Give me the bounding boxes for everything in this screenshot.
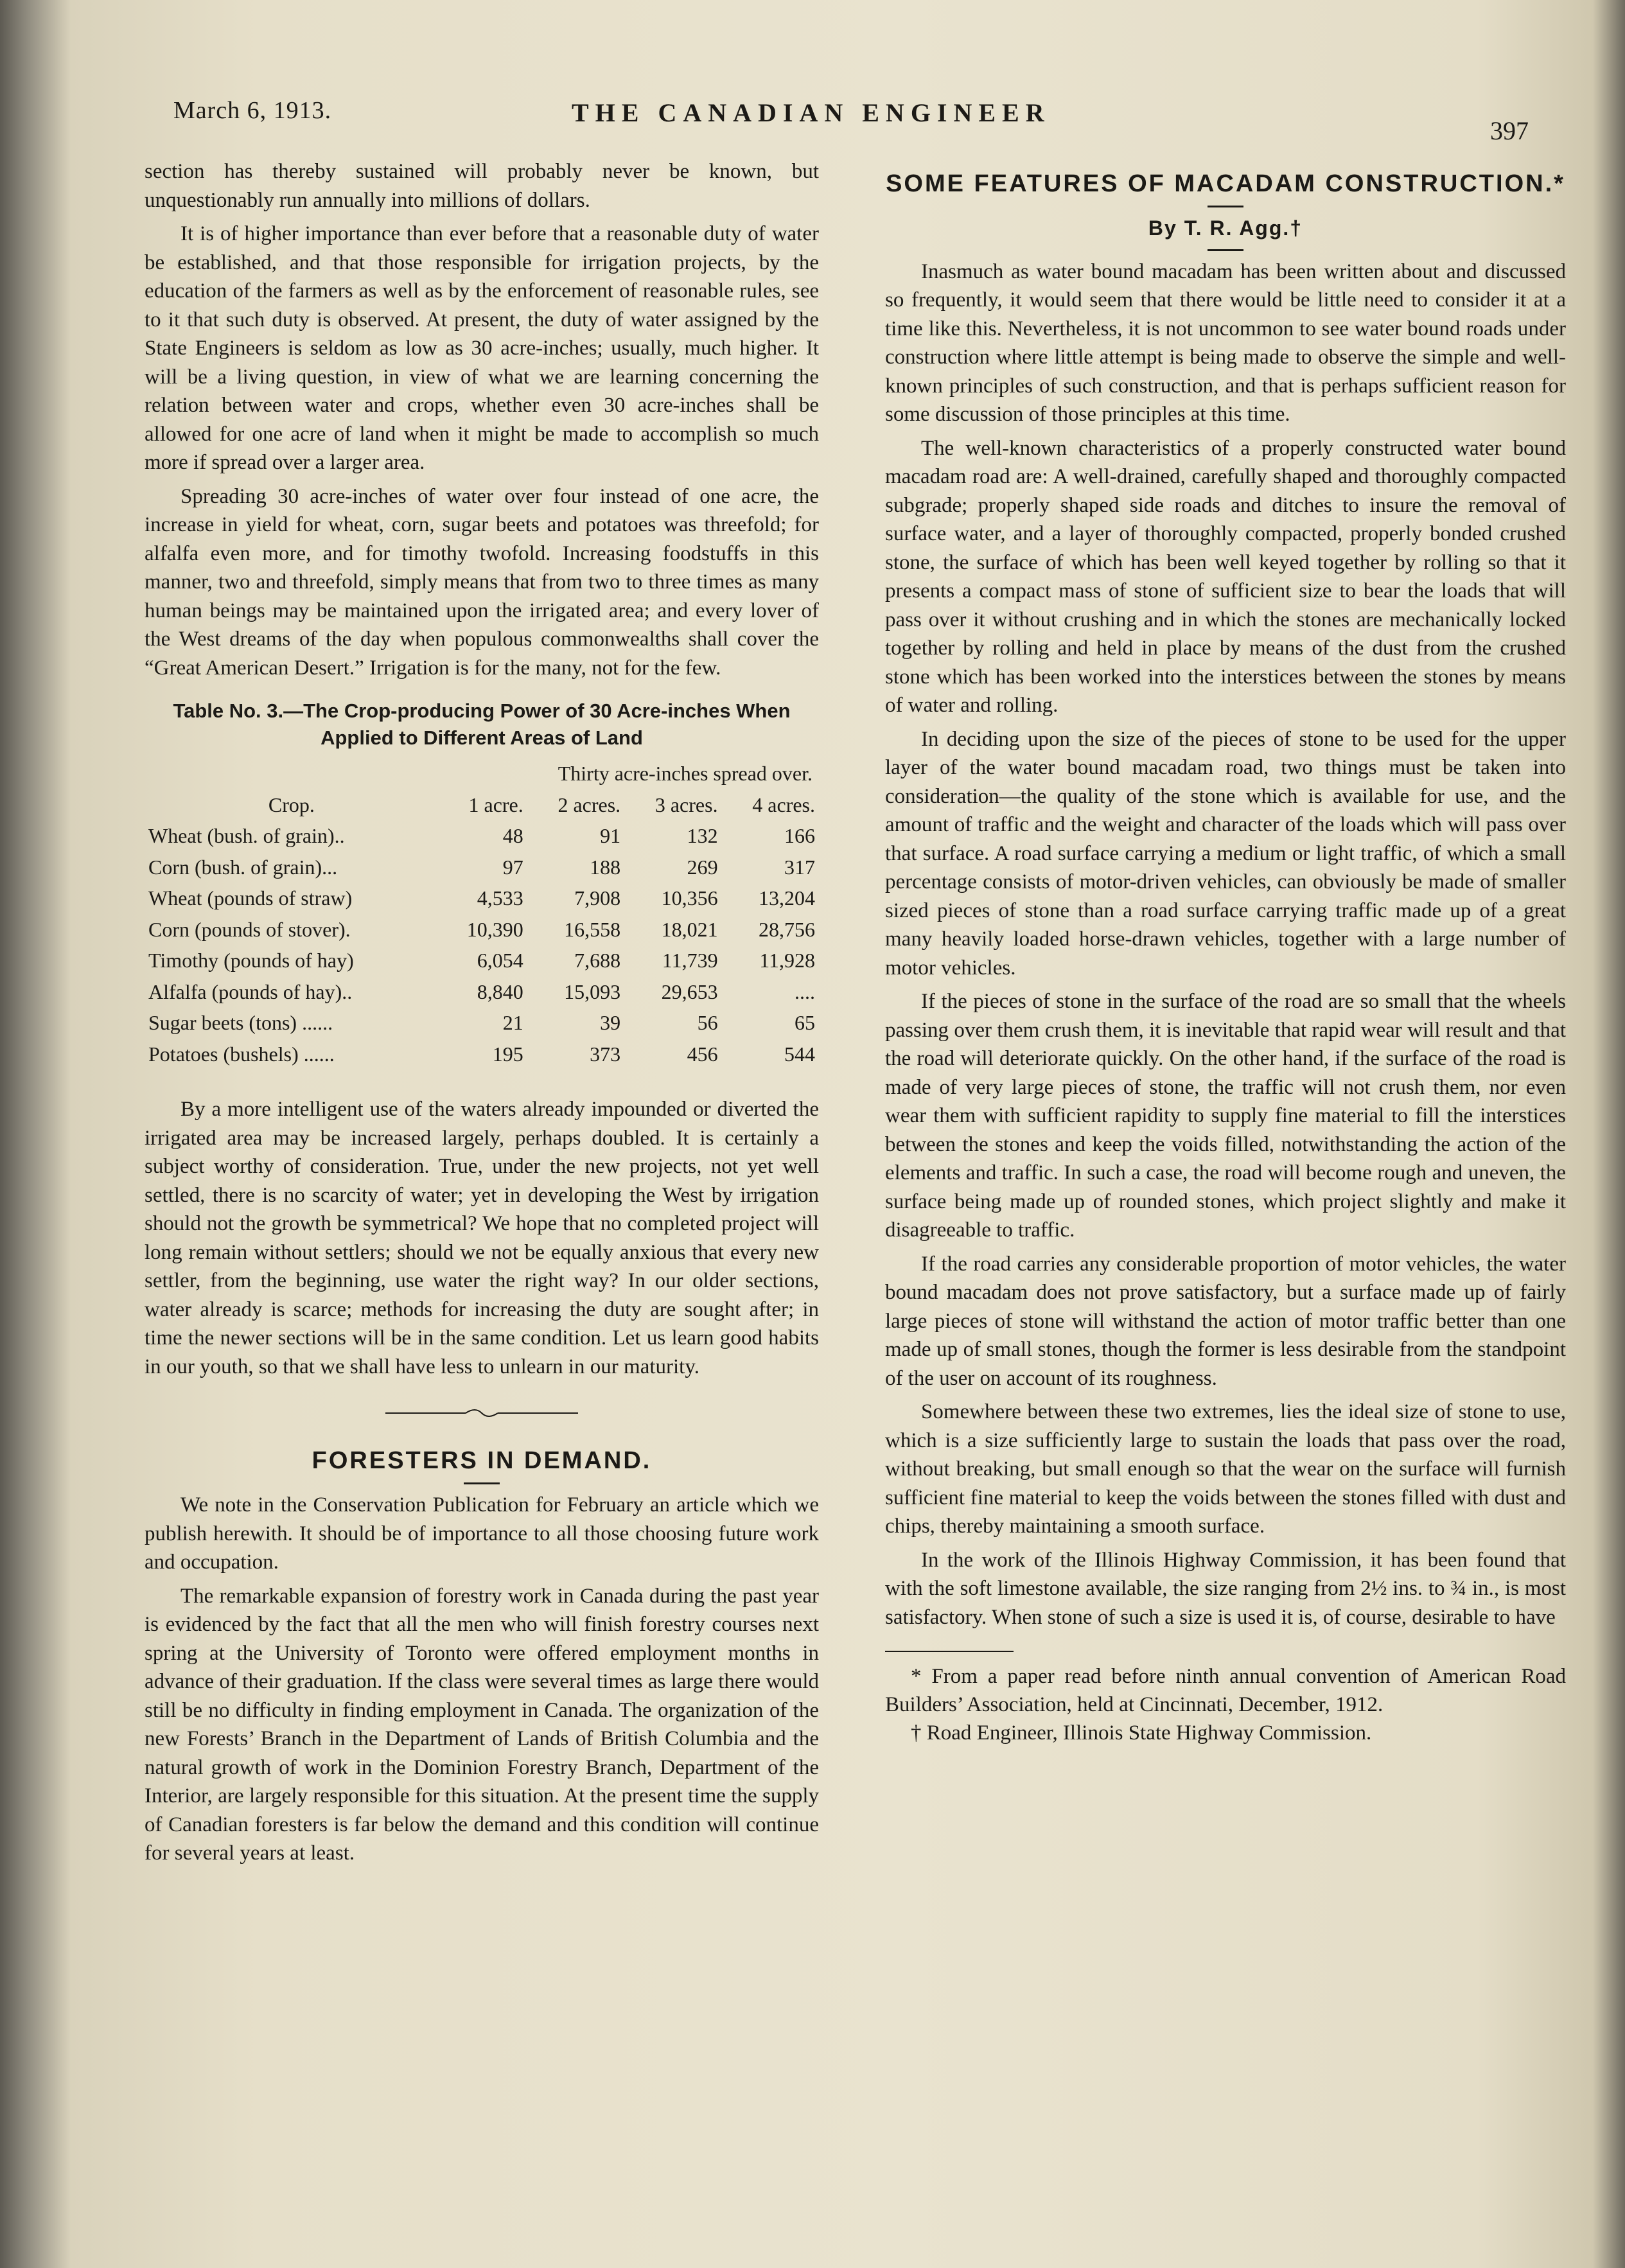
table-row [145, 1039, 819, 1070]
section-divider-ornament [385, 1407, 578, 1420]
issue-date: March 6, 1913. [173, 97, 332, 124]
footnote: * From a paper read before ninth annual convention of American Road Builders’ Association, held at Cincinnati, December, 1912. [885, 1665, 1566, 1716]
table-cell: 132 [687, 824, 718, 847]
table-cell: 91 [600, 824, 621, 847]
table-cell: 15,093 [564, 980, 621, 1003]
table-cell: 18,021 [661, 917, 718, 941]
article-title: SOME FEATURES OF MACADAM CONSTRUCTION.* [886, 170, 1565, 197]
paragraph: If the pieces of stone in the surface of the road are so small that the wheels passing over them crush them, it is inevitable that rapid wear will result and that the road will deteriorate quickly. On the other hand, if the surface of the road is made of very large pieces of stone, the traffic will not crush them, nor even wear them with sufficient rapidity to supply fine material to fill the interstices between the stones and keep the voids filled, notwithstanding the action of the elements and traffic. In such a case, the road will become rough and uneven, the surface being made up of rounded stones, which project slightly and make it disagreeable to traffic. [885, 990, 1566, 1242]
table-cell: 195 [492, 1042, 523, 1066]
paragraph: In deciding upon the size of the pieces of stone to be used for the upper layer of the water bound macadam road, two things must be taken into consideration—the quality of the stone which is available for use, and the amount of traffic and the weight and character of the loads which will pass over that surface. A road surface carrying a medium or light traffic, of which a small percentage consists of motor-driven vehicles, can obviously be made of smaller sized pieces of stone than a road surface carrying traffic made up of a great many heavily loaded horse-drawn vehicles, together with a large number of motor vehicles. [885, 727, 1566, 980]
table-cell: 6,054 [477, 949, 523, 972]
paragraph: section has thereby sustained will probably never be known, but unquestionably run annually into millions of dollars. [145, 160, 819, 212]
table-cell: 11,739 [662, 949, 718, 972]
table-cell: 269 [687, 855, 718, 879]
table-cell: 373 [590, 1042, 621, 1066]
column-header: 3 acres. [654, 793, 718, 816]
table-cell: 28,756 [759, 917, 815, 941]
table-cell: 16,558 [564, 917, 621, 941]
table-cell: Timothy (pounds of hay) [148, 949, 354, 972]
table-row [145, 945, 819, 976]
foresters-heading: FORESTERS IN DEMAND. [312, 1447, 652, 1474]
table-header-row [145, 789, 819, 821]
table-row [145, 883, 819, 914]
crop-table [145, 758, 819, 1069]
table-cell: 11,928 [759, 949, 815, 972]
column-header: 1 acre. [468, 793, 523, 816]
table-cell: 7,688 [574, 949, 621, 972]
table-cell: Wheat (pounds of straw) [148, 886, 353, 910]
paragraph: The remarkable expansion of forestry work in Canada during the past year is evidenced by the fact that all the men who will finish forestry courses next spring at the University of Toronto were offered employment months in advance of their graduation. If the class were several times as large there would still be no difficulty in finding employment in Canada. The organization of the new Forests’ Branch in the Department of Lands of British Columbia and the natural growth of work in the Dominion Forestry Branch, Department of the Interior, are largely responsible for this situation. At the present time the supply of Canadian foresters is far below the demand and this condition will continue for several years at least. [145, 1584, 819, 1865]
table-cell: Potatoes (bushels) ...... [148, 1042, 335, 1066]
table-cell: 317 [784, 855, 815, 879]
running-header [0, 96, 1625, 148]
footnote-rule [885, 1651, 1014, 1652]
table-cell: 7,908 [574, 886, 621, 910]
table-cell: 4,533 [477, 886, 523, 910]
paragraph: The well-known characteristics of a properly constructed water bound macadam road are: A well-drained, carefully shaped and thoroughly compacted subgrade; properly shaped side roads and ditches to insure the removal of surface water, and a layer of thoroughly compacted, properly bonded crushed stone, the surface of which has been well keyed together by rolling so that it presents a compact mass of stone of sufficient size to bear the loads that will pass over it without crushing and in which the stones are mechanically locked together by rolling and held in place by means of the dust from the crushed stone which has been worked into the interstices between the stones by means of water and rolling. [885, 436, 1566, 717]
paragraph: In the work of the Illinois Highway Commission, it has been found that with the soft limestone available, the size ranging from 2½ ins. to ¾ in., is most satisfactory. When stone of such a size is used it is, of course, desirable to have [885, 1548, 1566, 1629]
table-cell: Sugar beets (tons) ...... [148, 1011, 333, 1034]
table-cell: 29,653 [661, 980, 718, 1003]
table-cell: 456 [687, 1042, 718, 1066]
column-header: 4 acres. [752, 793, 815, 816]
table-cell: 97 [502, 855, 523, 879]
table-span-header: Thirty acre-inches spread over. [558, 762, 812, 785]
paragraph: We note in the Conservation Publication for February an article which we publish herewith. It should be of importance to all those choosing future work and occupation. [145, 1493, 819, 1574]
column-header: 2 acres. [558, 793, 621, 816]
right-column [885, 168, 1566, 1747]
byline: By T. R. Agg.† [1148, 216, 1303, 240]
table-cell: 188 [590, 855, 621, 879]
table-title: Table No. 3.—The Crop-producing Power of 30 Acre-inches When Applied to Different Areas of Land [173, 699, 791, 749]
table-row [145, 1007, 819, 1039]
title-rule [1208, 249, 1243, 251]
paragraph: Inasmuch as water bound macadam has been written about and discussed so frequently, it would seem that there would be little need to consider it at a time like this. Nevertheless, it is not uncommon to see water bound roads under construction where little attempt is being made to observe the simple and well-known principles of such construction, and that is perhaps sufficient reason for some discussion of those principles at this time. [885, 259, 1566, 426]
footnotes [885, 1662, 1566, 1747]
table-row [145, 976, 819, 1008]
table-cell: 39 [600, 1011, 621, 1034]
paragraph: Somewhere between these two extremes, lies the ideal size of stone to use, which is a size sufficiently large to sustain the loads that pass over the road, without breaking, but small enough so that the wear on the surface will furnish sufficient fine material to keep the voids between the stones filled with dust and chips, thereby maintaining a smooth surface. [885, 1400, 1566, 1538]
table-row [145, 820, 819, 852]
column-header: Crop. [268, 793, 315, 816]
table-cell: Corn (pounds of stover). [148, 917, 351, 941]
paragraph: By a more intelligent use of the waters already impounded or diverted the irrigated area may be increased largely, perhaps doubled. It is certainly a subject worthy of consideration. True, under the new projects, not yet well settled, there is no scarcity of water; yet in developing the West by irrigation should not the growth be symmetrical? We hope that no completed project will long remain without settlers; should we not be equally anxious that every new settler, from the beginning, use water the right way? In our older sections, water already is scarce; methods for increasing the duty are sought after; in time the newer sections will be in the same condition. Let us learn good habits in our youth, so that we shall have less to unlearn in our maturity. [145, 1098, 819, 1378]
table-cell: 10,390 [466, 917, 523, 941]
table-row [145, 914, 819, 945]
table-row [145, 852, 819, 883]
table-cell: 8,840 [477, 980, 523, 1003]
table-cell: Alfalfa (pounds of hay).. [148, 980, 353, 1003]
title-rule [1208, 206, 1243, 207]
table-cell: 10,356 [661, 886, 718, 910]
table-cell: 544 [784, 1042, 815, 1066]
title-rule [464, 1482, 500, 1484]
page-number: 397 [1490, 116, 1529, 145]
table-cell: Wheat (bush. of grain).. [148, 824, 345, 847]
table-cell: .... [795, 980, 815, 1003]
paragraph: Spreading 30 acre-inches of water over four instead of one acre, the increase in yield for wheat, corn, sugar beets and potatoes was threefold; for alfalfa even more, and for timothy twofold. Increasing foodstuffs in this manner, two and threefold, simply means that from two to three times as many human beings may be maintained upon the irrigated area; and every lover of the West dreams of the day when populous commonwealths shall cover the “Great American Desert.” Irrigation is for the many, not for the few. [145, 484, 819, 680]
journal-title: THE CANADIAN ENGINEER [572, 98, 1051, 127]
table-cell: 56 [697, 1011, 718, 1034]
table-cell: 48 [502, 824, 523, 847]
table-cell: 21 [502, 1011, 523, 1034]
left-column [145, 157, 819, 1873]
paragraph: It is of higher importance than ever before that a reasonable duty of water be established, and that those responsible for irrigation projects, by the education of the farmers as well as by the enforcement of reasonable rules, see to it that such duty is observed. At present, the duty of water assigned by the State Engineers is seldom as low as 30 acre-inches; usually, much higher. It will be a living question, in view of what we are learning concerning the relation between water and crops, whether even 30 acre-inches shall be allowed for one acre of land when it might be made to accomplish so much more if spread over a larger area. [145, 222, 819, 474]
table-cell: 65 [795, 1011, 815, 1034]
paragraph: If the road carries any considerable proportion of motor vehicles, the water bound macadam does not prove satisfactory, but a surface made up of fairly large pieces of stone will withstand the action of motor traffic better than one made up of small stones, though the former is less desirable from the standpoint of the user on account of its roughness. [885, 1252, 1566, 1390]
table-cell: Corn (bush. of grain)... [148, 855, 338, 879]
footnote: † Road Engineer, Illinois State Highway Commission. [911, 1721, 1372, 1745]
table-cell: 166 [784, 824, 815, 847]
table-cell: 13,204 [759, 886, 815, 910]
